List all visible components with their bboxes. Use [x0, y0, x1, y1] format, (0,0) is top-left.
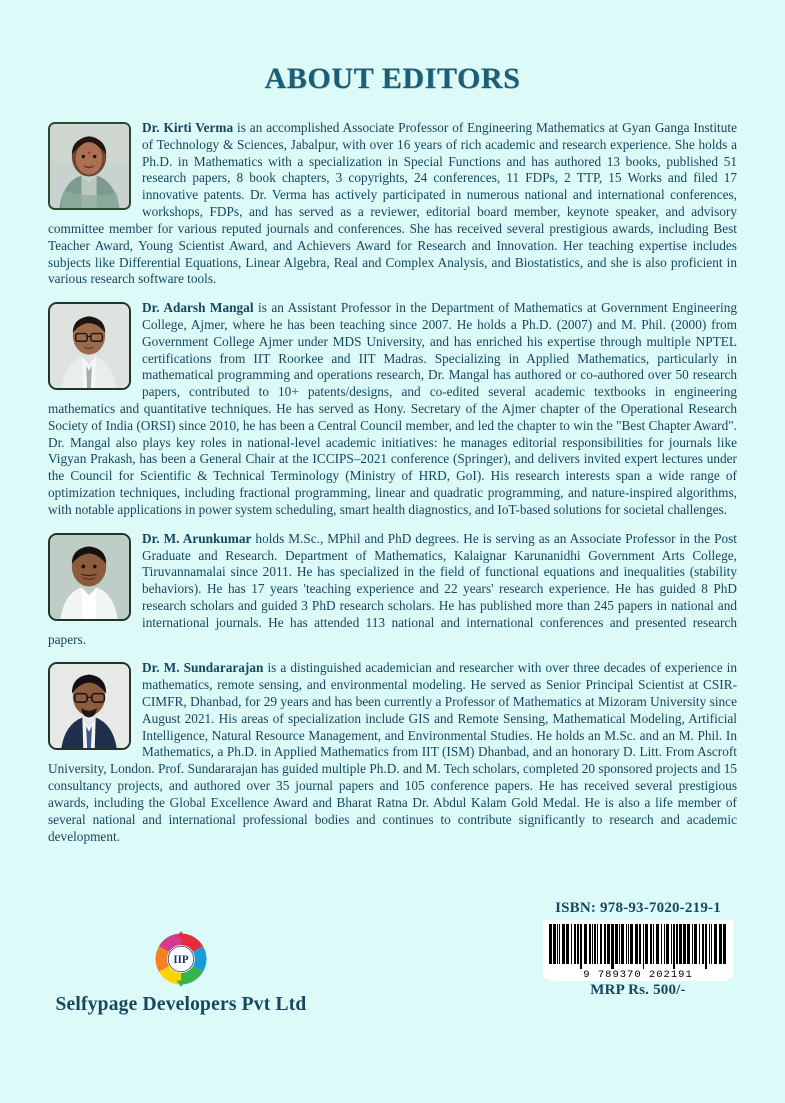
- editor-bio-2: [48, 300, 737, 519]
- barcode-bars: [549, 924, 727, 964]
- editor-bio-text-3: holds M.Sc., MPhil and PhD degrees. He is serving as an Associate Professor in the Post Graduate and Research. Department of Mathematics, Kalaignar Karunanidhi Government Arts College, Tiruvannamalai since 2011. He has specialized in the field of functional equations and inequalities (stability behaviors). He has 17 years 'teaching experience and 22 years' research experience. He has guided 8 PhD research scholars and guided 3 PhD research scholars. He has published more than 245 papers in national and international journals. He has attended 113 national and international conferences and presented research papers.: [48, 530, 737, 647]
- portrait-illustration-icon: [50, 124, 129, 208]
- isbn-text: ISBN: 978-93-7020-219-1: [555, 900, 721, 916]
- editor-name-2: Dr. Adarsh Mangal: [142, 300, 254, 316]
- editor-bio-text-2: is an Assistant Professor in the Department of Mathematics at Government Engineering College, Ajmer, where he has been teaching since 2007. He holds a Ph.D. (2007) and M. Phil. (2000) from Government College Ajmer under MDS University, and has enriched his expertise through multiple NPTEL certifications from IIT Roorkee and IIT Madras. Specializing in Applied Mathematics, particularly in mathematical programming and operations research, Dr. Mangal has authored or co-authored over 50 research papers, contributed to 10+ patents/designs, and co-edited several academic textbooks in engineering mathematics and quantitative techniques. He has served as Hony. Secretary of the Ajmer chapter of the Operational Research Society of India (ORSI) since 2010, he has been a Central Council member, and led the chapter to win the "Best Chapter Award". Dr. Mangal also plays key roles in national-level academic initiatives: he manages editorial responsibilities for journals like Vigyan Prakash, has been a General Chair at the ICCIPS–2021 conference (Springer), and delivers invited expert lectures under the Council for Scientific & Technical Terminology (Ministry of HRD, GoI). His research interests span a wide range of optimization techniques, including fractional programming, linear and quadratic programming, and nature-inspired algorithms, with notable applications in power system scheduling, smart health diagnostics, and IoT-based solutions for societal challenges.: [48, 300, 737, 517]
- editor-bio-text-1: is an accomplished Associate Professor of Engineering Mathematics at Gyan Ganga Institute of Technology & Sciences, Jabalpur, with over 16 years of rich academic and research experience. She holds a Ph.D. in Mathematics with a specialization in Special Functions and has authored 13 books, published 51 research papers, 8 book chapters, 3 copyrights, 24 conferences, 11 FDPs, 2 TTP, 15 Works and filed 17 innovative patents. Dr. Verma has actively participated in numerous national and international conferences, workshops, FDPs, and has served as a reviewer, editorial board member, keynote speaker, and advisory committee member for various reputed journals and conferences. She has received several prestigious awards, including Best Teacher Award, Young Scientist Award, and Achievers Award for Research and Innovation. Her teaching expertise includes subjects like Differential Equations, Linear Algebra, Real and Complex Analysis, and Biostatistics, and she is also proficient in various research software tools.: [48, 120, 737, 287]
- editor-photo-3: [48, 533, 131, 621]
- editor-photo-2: [48, 302, 131, 390]
- editor-photo-1: [48, 122, 131, 210]
- isbn-barcode: [543, 920, 733, 981]
- barcode-digits: 9 789370 202191: [549, 969, 727, 981]
- editor-bio-3: [48, 531, 737, 649]
- portrait-illustration-icon: [50, 664, 129, 748]
- editor-name-4: Dr. M. Sundararajan: [142, 660, 264, 676]
- publisher-logo-icon: [152, 930, 210, 988]
- footer: [0, 900, 785, 1103]
- publisher-block: [36, 930, 326, 1016]
- mrp-text: MRP Rs. 500/-: [590, 982, 686, 998]
- page-title: ABOUT EDITORS: [264, 62, 521, 95]
- iip-logo-icon: [152, 930, 210, 988]
- isbn-block: [533, 900, 743, 999]
- logo-text: IIP: [173, 954, 189, 967]
- editor-bio-text-4: is a distinguished academician and researcher with over three decades of experience in mathematics, remote sensing, and environmental modeling. He served as Senior Principal Scientist at CSIR-CIMFR, Dhanbad, for 29 years and has been currently a Professor of Mathematics at Mizoram University since August 2021. His areas of specialization include GIS and Remote Sensing, Mathematical Modeling, Artificial Intelligence, Natural Resource Management, and Environmental Studies. He holds an M.Sc. and an M. Phil. In Mathematics, a Ph.D. in Applied Mathematics from IIT (ISM) Dhanbad, and an honorary D. Litt. From Ascroft University, London. Prof. Sundararajan has guided multiple Ph.D. and M. Tech scholars, completed 20 sponsored projects and 15 consultancy projects, and authored over 35 journal papers and 105 conference papers. He has received several prestigious awards, including the Global Excellence Award and Bharat Ratna Dr. Abdul Kalam Gold Medal. He is also a life member of several national and international professional bodies and continues to contribute significantly to research and academic development.: [48, 660, 737, 844]
- editor-bio-4: [48, 660, 737, 845]
- editor-photo-4: [48, 662, 131, 750]
- editor-bio-1: [48, 120, 737, 288]
- publisher-name: Selfypage Developers Pvt Ltd: [55, 994, 307, 1015]
- editor-name-1: Dr. Kirti Verma: [142, 120, 234, 135]
- portrait-illustration-icon: [50, 535, 129, 619]
- portrait-illustration-icon: [50, 304, 129, 388]
- editor-name-3: Dr. M. Arunkumar: [142, 530, 252, 546]
